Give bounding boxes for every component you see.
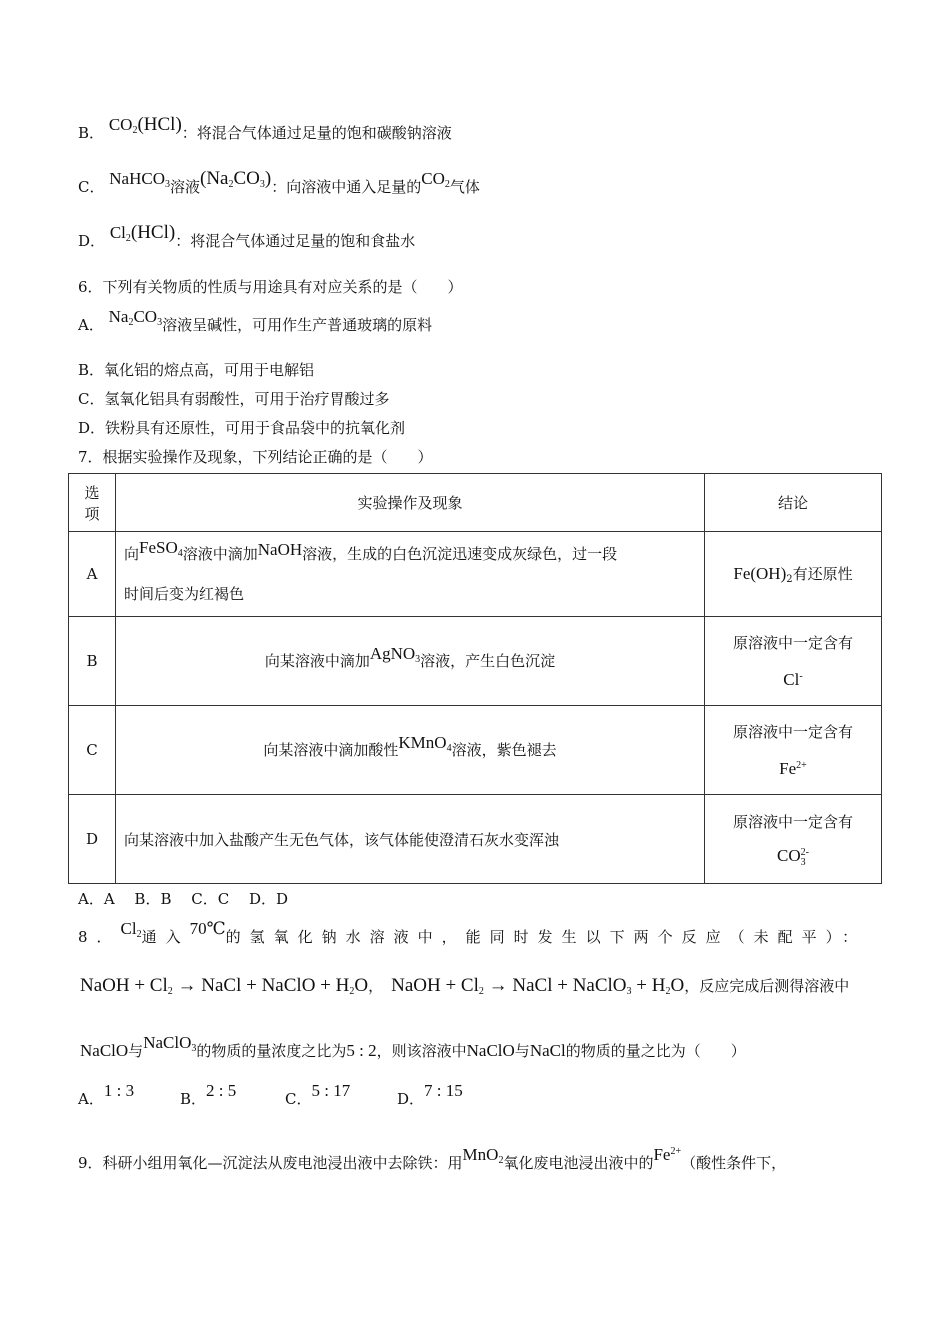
- table-row: [69, 795, 882, 884]
- formula-nahco3: NaHCO$_3$: [109, 169, 170, 190]
- q8-options: [78, 1081, 517, 1109]
- formula-co2: $CO_2$: [108, 115, 138, 136]
- stem-text: 的物质的量浓度之比为: [196, 1042, 347, 1060]
- option-label: A．: [78, 316, 104, 334]
- q6-option-a: [78, 307, 433, 336]
- q6-option-d: D．铁粉具有还原性，可用于食品袋中的抗氧化剂: [78, 419, 406, 437]
- row-operation: 向某溶液中加入盐酸产生无色气体，该气体能使澄清石灰水变浑浊: [116, 795, 705, 884]
- row-conclusion: 原溶液中一定含有 CO 2- 3: [705, 795, 882, 884]
- formula-co2: $CO_2$: [421, 169, 450, 190]
- formula-fe2plus: $Fe^{2+}$: [653, 1145, 682, 1164]
- option-text: ：将混合气体通过足量的饱和碳酸钠溶液: [181, 124, 452, 142]
- row-conclusion: 原溶液中一定含有 Cl-: [705, 617, 882, 706]
- separator: ，: [368, 977, 384, 995]
- stem-text: 与: [514, 1042, 530, 1060]
- option-text: 溶液呈碱性，可用作生产普通玻璃的原料: [162, 316, 433, 334]
- q7-table: [68, 473, 882, 884]
- q9-stem: [78, 1145, 787, 1174]
- q7-stem: 7．根据实验操作及现象，下列结论正确的是（ ）: [78, 448, 433, 466]
- table-row: [69, 532, 882, 617]
- q5-option-b: [78, 114, 452, 144]
- stem-text: ，则该溶液中: [376, 1042, 467, 1060]
- row-operation: 向FeSO$_4$溶液中滴加NaOH溶液，生成的白色沉淀迅速变成灰绿色，过一段 时间后变为红褐色: [116, 532, 705, 617]
- option-text: ：向溶液中通入足量的: [271, 178, 422, 196]
- reaction-1: NaOH + $Cl_2$ → NaCl + NaClO + $H_2O$: [80, 975, 369, 997]
- ratio: 5 : 2: [346, 1041, 377, 1060]
- q6-option-c: C．氢氧化铝具有弱酸性，可用于治疗胃酸过多: [78, 390, 390, 408]
- q8-option-d: D．7 : 15: [397, 1081, 463, 1108]
- q8-option-a: A．1 : 3: [78, 1081, 135, 1108]
- table-row: [69, 617, 882, 706]
- formula-nacl: NaCl: [529, 1041, 566, 1060]
- option-text: 溶液: [169, 178, 200, 196]
- q8-option-b: B．2 : 5: [180, 1081, 237, 1108]
- stem-text: ，反应完成后测得溶液中: [684, 977, 850, 995]
- formula-naclo3: NaClO$_3$: [143, 1033, 197, 1054]
- table-row: [69, 706, 882, 795]
- row-option: B: [69, 617, 116, 706]
- reaction-2: NaOH + $Cl_2$ → NaCl + NaClO$_3$ + $H_2O$: [391, 975, 685, 997]
- formula-naclo: NaClO: [80, 1041, 129, 1060]
- option-label: D．: [78, 232, 106, 250]
- header-option: 选 项: [69, 474, 116, 532]
- question-number: 8．: [78, 928, 121, 946]
- option-text: ：将混合气体通过足量的饱和食盐水: [175, 232, 416, 250]
- q8-stem-line1: [78, 919, 867, 948]
- row-conclusion: $Fe(OH)_2$有还原性: [705, 532, 882, 617]
- formula-hcl: (HCl): [137, 114, 182, 135]
- row-option: D: [69, 795, 116, 884]
- formula-cl2: $Cl_2$: [109, 223, 131, 244]
- stem-text: 的物质的量之比为（ ）: [565, 1042, 746, 1060]
- q5-option-d: [78, 222, 416, 252]
- q6-option-b: B．氧化铝的熔点高，可用于电解铝: [78, 361, 315, 379]
- row-conclusion: 原溶液中一定含有 $Fe^{2+}$: [705, 706, 882, 795]
- formula-mno2: MnO$_2$: [462, 1145, 504, 1166]
- q8-stem-line3: [80, 1033, 746, 1062]
- header-conclusion: 结论: [705, 474, 882, 532]
- temperature: 70℃: [189, 919, 226, 938]
- header-operation: 实验操作及现象: [116, 474, 705, 532]
- q5-option-c: [78, 168, 480, 198]
- stem-text: 9．科研小组用氧化—沉淀法从废电池浸出液中去除铁：用: [78, 1154, 463, 1172]
- stem-text: 氧化废电池浸出液中的: [503, 1154, 654, 1172]
- stem-text: 通入: [141, 928, 190, 946]
- table-header-row: [69, 474, 882, 532]
- formula-cl2: $Cl_2$: [120, 919, 142, 940]
- q8-option-c: C．5 : 17: [285, 1081, 351, 1108]
- formula-na2co3: $(Na_2CO_3)$: [200, 168, 272, 190]
- q8-reactions: [80, 975, 849, 997]
- q6-stem: 6．下列有关物质的性质与用途具有对应关系的是（ ）: [78, 278, 463, 296]
- q7-answers: A．A B．B C．C D．D: [78, 890, 289, 908]
- row-option: C: [69, 706, 116, 795]
- formula-na2co3: $Na_2CO_3$: [108, 307, 163, 328]
- stem-text: 的氢氧化钠水溶液中，能同时发生以下两个反应（未配平）：: [225, 928, 867, 946]
- formula-naclo: NaClO: [466, 1041, 515, 1060]
- row-option: A: [69, 532, 116, 617]
- row-operation: 向某溶液中滴加AgNO$_3$溶液，产生白色沉淀: [116, 617, 705, 706]
- option-label: B．: [78, 124, 105, 142]
- option-text: 气体: [449, 178, 480, 196]
- stem-text: 与: [128, 1042, 144, 1060]
- formula-hcl: (HCl): [130, 222, 176, 243]
- stem-text: （酸性条件下，: [681, 1154, 787, 1172]
- option-label: C．: [78, 178, 105, 196]
- row-operation: 向某溶液中滴加酸性KMnO$_4$溶液，紫色褪去: [116, 706, 705, 795]
